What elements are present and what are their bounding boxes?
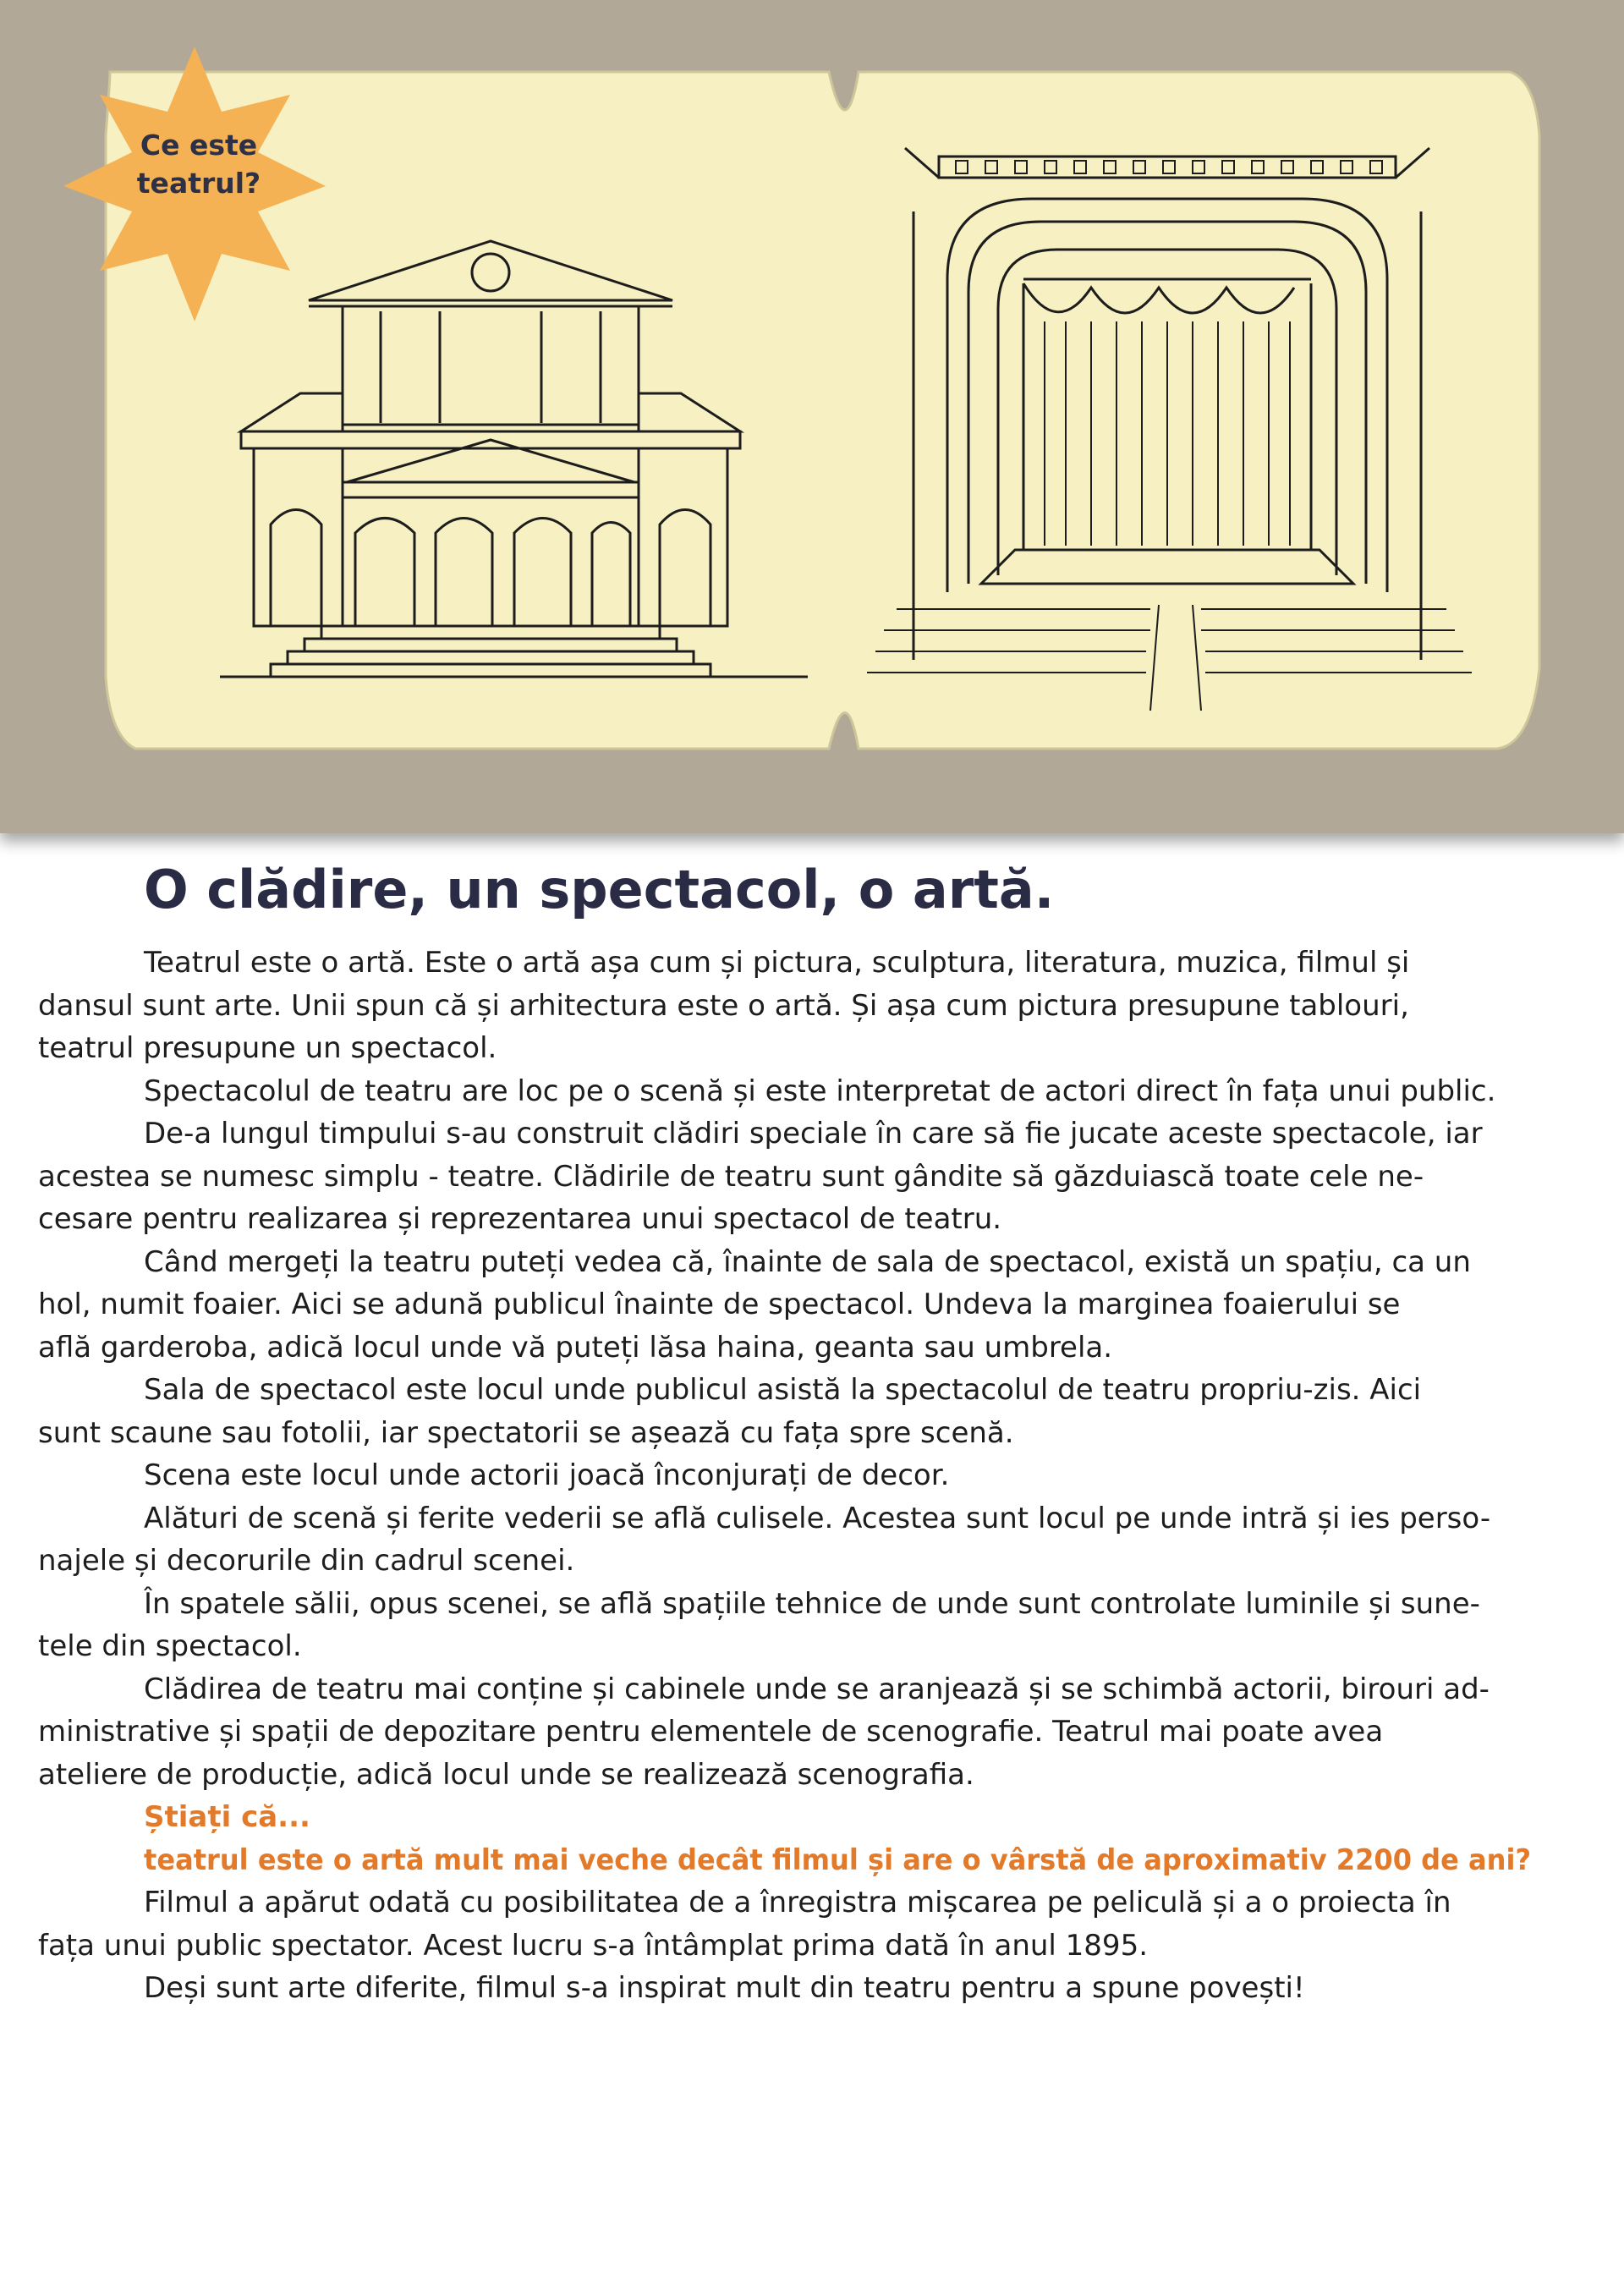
text-line: Clădirea de teatru mai conține și cabinele unde se aranjează și se schimbă actorii, birouri ad- (144, 1672, 1490, 1706)
text-line: cesare pentru realizarea și reprezentarea unui spectacol de teatru. (38, 1202, 1002, 1236)
text-line: Scena este locul unde actorii joacă înconjurați de decor. (144, 1458, 950, 1492)
text-line: ateliere de producție, adică locul unde se realizează scenografia. (38, 1757, 974, 1792)
text-line: Când mergeți la teatru puteți vedea că, înainte de sala de spectacol, există un spațiu, ca un (144, 1244, 1471, 1279)
text-line: sunt scaune sau fotolii, iar spectatorii se așează cu fața spre scenă. (38, 1415, 1014, 1450)
line-text: Teatrul este o artă. Este o artă așa cum și pictura, sculptura, literatura, muzica, filmul și (144, 946, 1410, 980)
text-line: Sala de spectacol este locul unde publicul asistă la spectacolul de teatru propriu-zis. Aici (144, 1373, 1422, 1407)
text-line: teatrul presupune un spectacol. (38, 1031, 497, 1065)
text-line: Spectacolul de teatru are loc pe o scenă și este interpretat de actori direct în fața unui public. (144, 1074, 1496, 1108)
did-you-know-fact: teatrul este o artă mult mai veche decât filmul și are o vârstă de aproximativ 2200 de ani? (144, 1842, 1532, 1877)
text-line: Alături de scenă și ferite vederii se află culisele. Acestea sunt locul pe unde intră și ies perso- (144, 1501, 1491, 1535)
article (38, 859, 1532, 2005)
star-label-line-2: teatrul? (136, 166, 261, 200)
star-label-line-1: Ce este (140, 129, 258, 162)
star-label (93, 127, 304, 202)
text-line: fața unui public spectator. Acest lucru s-a întâmplat prima dată în anul 1895. (38, 1928, 1149, 1963)
page-title: O clădire, un spectacol, o artă. (144, 859, 1055, 920)
text-line: hol, numit foaier. Aici se adună publicul înainte de spectacol. Undeva la marginea foaierului se (38, 1288, 1401, 1321)
text-line (144, 942, 1531, 985)
text-line: Deși sunt arte diferite, filmul s-a inspirat mult din teatru pentru a spune povești! (144, 1971, 1305, 2005)
text-line: De-a lungul timpului s-au construit clădiri speciale în care să fie jucate aceste spectacole, iar (144, 1117, 1483, 1150)
text-line: najele și decorurile din cadrul scenei. (38, 1544, 575, 1578)
article-body (38, 942, 1532, 2010)
banner (0, 0, 1624, 833)
text-line: dansul sunt arte. Unii spun că și arhitectura este o artă. Și așa cum pictura presupune tablouri, (38, 988, 1409, 1023)
text-line: află garderoba, adică locul unde vă puteți lăsa haina, geanta sau umbrela. (38, 1330, 1113, 1365)
text-line: acestea se numesc simplu - teatre. Clădirile de teatru sunt gândite să găzduiască toate cele ne- (38, 1159, 1424, 1194)
text-line: În spatele sălii, opus scenei, se află spațiile tehnice de unde sunt controlate luminile și sune- (144, 1586, 1480, 1621)
banner-illustration (0, 0, 1624, 833)
text-line: ministrative și spații de depozitare pentru elementele de scenografie. Teatrul mai poate avea (38, 1715, 1384, 1749)
did-you-know-heading: Știați că... (144, 1800, 310, 1834)
paper-frame (106, 72, 1539, 749)
text-line: tele din spectacol. (38, 1629, 302, 1663)
text-line: Filmul a apărut odată cu posibilitatea de a înregistra mișcarea pe peliculă și a o proiecta în (144, 1886, 1451, 1919)
